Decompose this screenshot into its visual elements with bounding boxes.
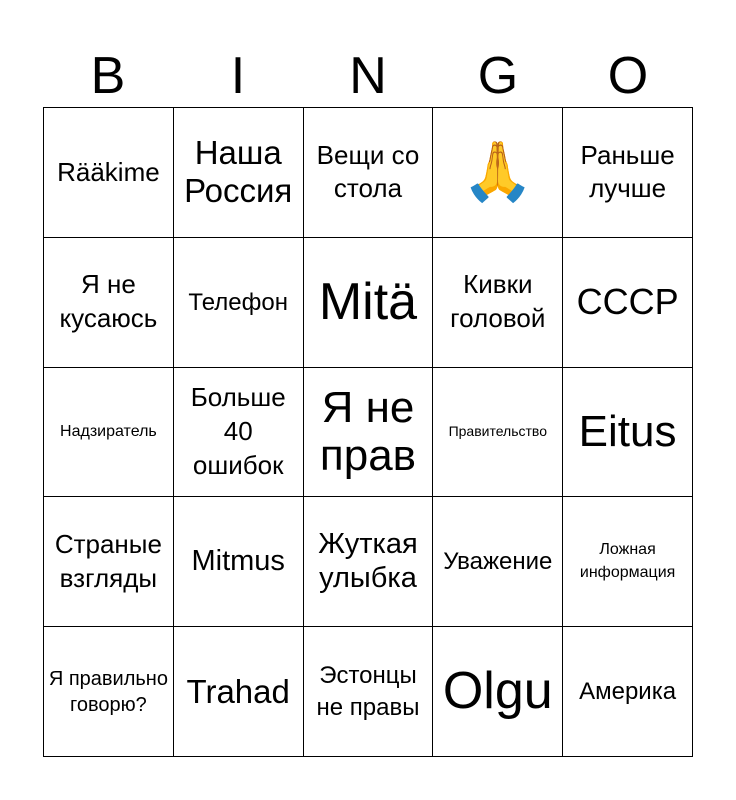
bingo-cell-r4c5[interactable] — [563, 497, 693, 627]
cell-text: Раньше лучше — [580, 139, 675, 204]
bingo-cell-r3c4[interactable] — [433, 368, 563, 498]
bingo-cell-r2c3[interactable] — [304, 238, 434, 368]
cell-text: Eitus — [578, 406, 677, 456]
cell-text: Olgu — [442, 662, 553, 720]
bingo-cell-r3c2[interactable] — [174, 368, 304, 498]
cell-text: Вещи со стола — [316, 139, 420, 204]
bingo-cell-r3c3[interactable] — [304, 368, 434, 498]
bingo-cell-r5c4[interactable] — [433, 627, 563, 757]
bingo-board — [43, 107, 693, 757]
cell-text: Надзиратель — [60, 422, 157, 440]
bingo-cell-r4c1[interactable] — [44, 497, 174, 627]
cell-text: Trahad — [186, 672, 290, 710]
cell-text: СССР — [576, 281, 679, 323]
cell-text: Ложная информация — [579, 541, 676, 581]
bingo-cell-r2c2[interactable] — [174, 238, 304, 368]
bingo-cell-r4c3[interactable] — [304, 497, 434, 627]
cell-text: Mitmus — [191, 545, 285, 578]
bingo-cell-r3c5[interactable] — [563, 368, 693, 498]
header-letter-n: N — [349, 47, 387, 105]
cell-text: Уважение — [443, 548, 553, 576]
cell-text: Страные взгляды — [54, 528, 162, 593]
cell-text: Я правильно говорю? — [48, 667, 168, 716]
bingo-cell-r2c1[interactable] — [44, 238, 174, 368]
bingo-cell-r5c2[interactable] — [174, 627, 304, 757]
cell-text: Я не прав — [319, 382, 417, 480]
bingo-cell-r1c1[interactable] — [44, 108, 174, 238]
cell-text: Телефон — [188, 288, 288, 316]
bingo-cell-r1c5[interactable] — [563, 108, 693, 238]
bingo-cell-r2c5[interactable] — [563, 238, 693, 368]
bingo-cell-r2c4[interactable] — [433, 238, 563, 368]
bingo-cell-r5c1[interactable] — [44, 627, 174, 757]
praying-hands-icon: 🙏 — [461, 139, 534, 205]
header-letter-o: O — [607, 47, 649, 105]
cell-text: Я не кусаюсь — [59, 269, 158, 334]
cell-text: Mitä — [318, 272, 418, 331]
bingo-cell-r5c3[interactable] — [304, 627, 434, 757]
bingo-cell-r1c2[interactable] — [174, 108, 304, 238]
cell-text: Больше 40 ошибок — [190, 382, 286, 480]
cell-text: Кивки головой — [450, 269, 546, 334]
bingo-cell-r5c5[interactable] — [563, 627, 693, 757]
header-letter-i: I — [230, 47, 246, 105]
header-letter-g: G — [477, 47, 519, 105]
header-letter-b: B — [90, 47, 126, 105]
cell-text: Наша Россия — [184, 134, 293, 210]
cell-text: Америка — [579, 678, 677, 705]
cell-text: Rääkime — [57, 156, 160, 187]
bingo-cell-r4c4[interactable] — [433, 497, 563, 627]
bingo-cell-r1c3[interactable] — [304, 108, 434, 238]
cell-text: Жуткая улыбка — [318, 528, 418, 594]
bingo-header — [43, 46, 693, 106]
bingo-cell-r4c2[interactable] — [174, 497, 304, 627]
cell-text: Эстонцы не правы — [316, 662, 420, 721]
bingo-cell-r3c1[interactable] — [44, 368, 174, 498]
bingo-cell-r1c4[interactable] — [433, 108, 563, 238]
cell-text: Правительство — [448, 423, 547, 440]
